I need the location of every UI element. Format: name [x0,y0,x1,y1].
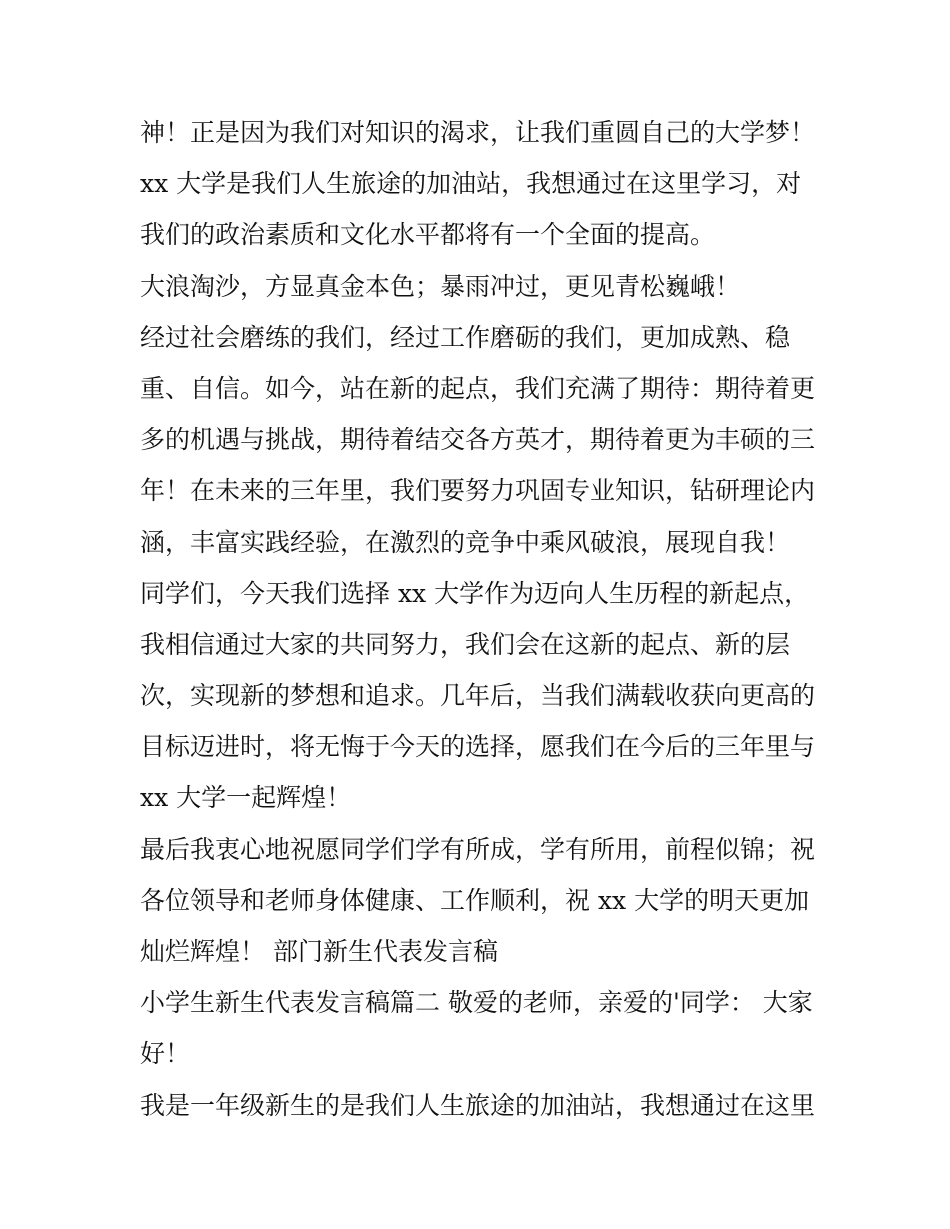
text-line: xx 大学一起辉煌！ [140,783,352,813]
text-line: 同学们，今天我们选择 xx 大学作为迈向人生历程的新起点， [140,578,810,608]
text-line: 重、自信。如今，站在新的起点，我们充满了期待：期待着更 [140,373,816,403]
text-line: 次，实现新的梦想和追求。几年后，当我们满载收获向更高的 [140,681,816,711]
text-line: 神！正是因为我们对知识的渴求，让我们重圆自己的大学梦！ [140,118,816,147]
text-line: 年！在未来的三年里，我们要努力巩固专业知识，钻研理论内 [140,476,816,506]
text-line: 灿烂辉煌！ 部门新生代表发言稿 [140,937,498,966]
text-line: 大浪淘沙，方显真金本色；暴雨冲过，更见青松巍峨！ [140,271,741,301]
text-line: xx 大学是我们人生旅途的加油站，我想通过在这里学习，对 [140,169,802,199]
text-line: 我相信通过大家的共同努力，我们会在这新的起点、新的层 [140,629,791,659]
text-line: 好！ [140,1039,191,1069]
text-line: 涵，丰富实践经验，在激烈的竞争中乘风破浪，展现自我！ [140,527,791,557]
text-line: 目标迈进时，将无悔于今天的选择，愿我们在今后的三年里与 [140,732,816,762]
text-line: 多的机遇与挑战，期待着结交各方英才，期待着更为丰硕的三 [140,425,816,455]
text-line: 我是一年级新生的是我们人生旅途的加油站，我想通过在这里 [140,1090,816,1120]
text-line: 我们的政治素质和文化水平都将有一个全面的提高。 [140,220,716,250]
text-line: 经过社会磨练的我们，经过工作磨砺的我们，更加成熟、稳 [140,322,791,352]
document-body [140,107,820,1131]
text-line: 最后我衷心地祝愿同学们学有所成，学有所用，前程似锦；祝 [140,834,816,864]
text-line: 各位领导和老师身体健康、工作顺利，祝 xx 大学的明天更加 [140,885,810,915]
text-line: 小学生新生代表发言稿篇二 敬爱的老师，亲爱的'同学： 大家 [140,988,813,1018]
